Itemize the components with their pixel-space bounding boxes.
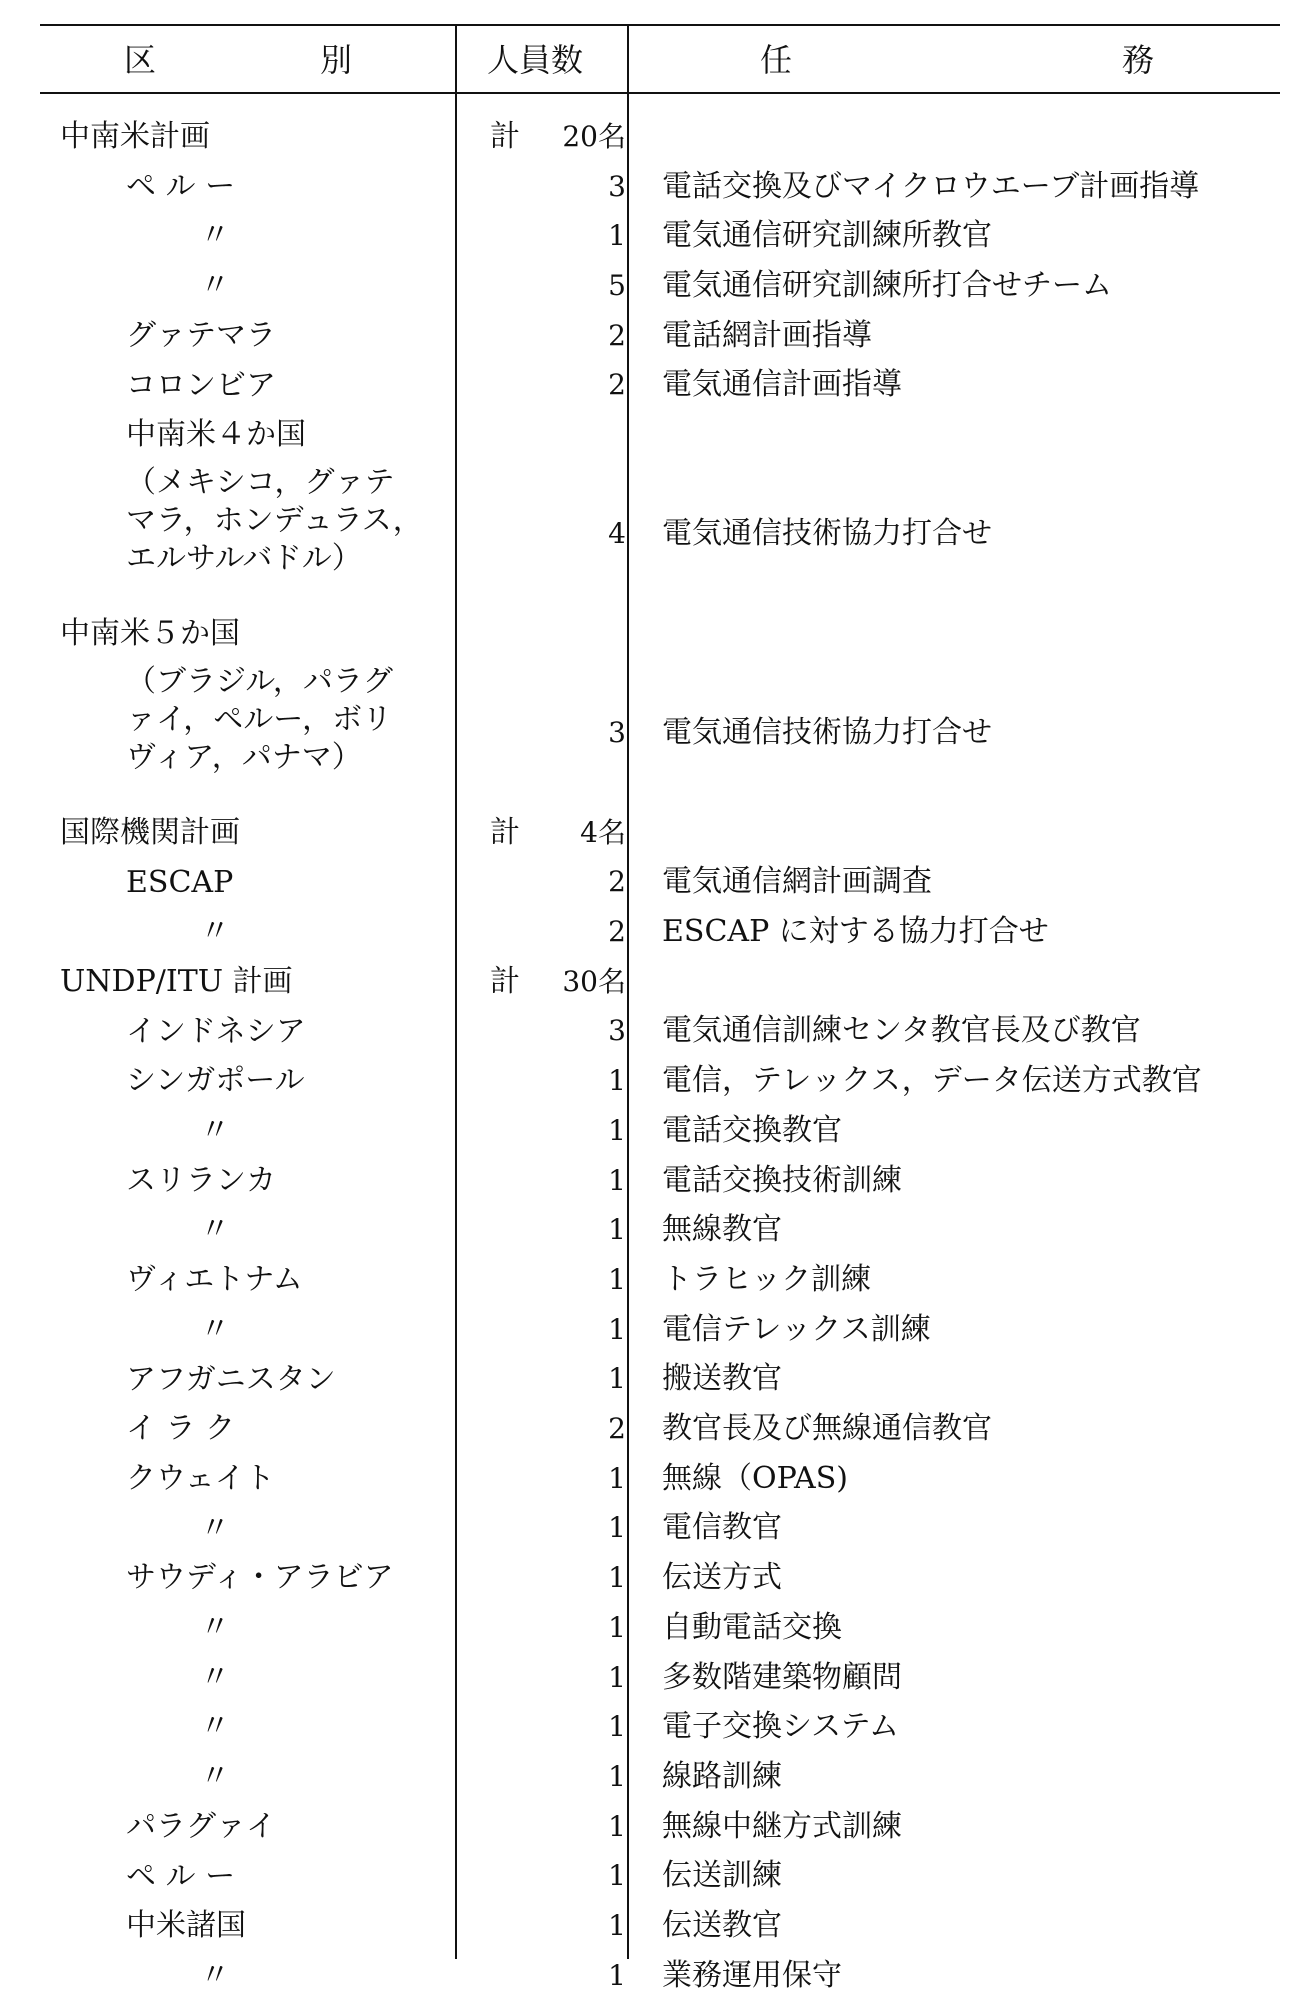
- row-duty: 電話交換教官: [662, 1112, 842, 1148]
- row-count: 1: [608, 1660, 626, 1694]
- row-duty: トラヒック訓練: [662, 1261, 872, 1297]
- row-duty: 自動電話交換: [662, 1609, 842, 1645]
- row-category: 〃: [200, 1659, 230, 1695]
- row-duty: 電気通信網計画調査: [662, 864, 932, 900]
- table-row: [0, 1454, 1305, 1504]
- row-category: グァテマラ: [126, 317, 276, 353]
- row-category: UNDP/ITU 計画: [60, 963, 293, 999]
- header-bottom-rule: [40, 92, 1280, 94]
- row-duty: 電話交換及びマイクロウエーブ計画指導: [662, 168, 1200, 204]
- row-total-prefix: 計: [490, 963, 520, 999]
- table-row: [0, 1056, 1305, 1106]
- row-category: 〃: [200, 1113, 230, 1148]
- table-row: [0, 162, 1305, 212]
- table-row: [0, 1255, 1305, 1305]
- row-duty: 電気通信計画指導: [662, 367, 902, 403]
- table-row: [0, 1901, 1305, 1951]
- table-row: [0, 361, 1305, 411]
- table-row: [0, 410, 1305, 460]
- row-category: 〃: [200, 1709, 230, 1745]
- row-category: インドネシア: [126, 1013, 306, 1049]
- table-row: [0, 1802, 1305, 1852]
- row-count: 3: [608, 716, 626, 750]
- row-count: 1: [608, 1859, 626, 1893]
- row-count: 1: [608, 1809, 626, 1843]
- row-total-value: 4名: [580, 815, 626, 849]
- row-category: 〃: [200, 1510, 230, 1546]
- table-row: [0, 1603, 1305, 1653]
- row-category: サウディ・アラビア: [126, 1560, 394, 1596]
- row-count: 1: [608, 1511, 626, 1545]
- row-count: 1: [608, 1759, 626, 1793]
- table-row: [0, 211, 1305, 261]
- row-duty: 電気通信技術協力打合せ: [662, 516, 992, 552]
- row-category: ヴィエトナム: [126, 1262, 303, 1298]
- row-category: ペ ル ー: [126, 168, 236, 204]
- table-row: [0, 858, 1305, 908]
- row-count: 1: [608, 1362, 626, 1396]
- row-count: 1: [608, 219, 626, 253]
- row-category: 〃: [200, 268, 230, 304]
- row-count: 2: [608, 915, 626, 949]
- table-row: [0, 1852, 1305, 1902]
- row-count: 2: [608, 318, 626, 352]
- row-count: 1: [608, 1710, 626, 1744]
- row-category: 〃: [200, 914, 230, 950]
- table-row: [0, 460, 1305, 609]
- table-row: [0, 1106, 1305, 1156]
- row-category: （ブラジル，パラグ ァイ，ペルー，ボリ ヴィア，パナマ）: [126, 663, 393, 775]
- row-duty: 電子交換システム: [662, 1709, 899, 1745]
- table-row: [0, 907, 1305, 957]
- row-duty: 電信教官: [662, 1510, 782, 1546]
- table-row: [0, 311, 1305, 361]
- row-category: パラグァイ: [126, 1808, 276, 1844]
- row-duty: 電気通信研究訓練所打合せチーム: [662, 267, 1112, 303]
- row-count: 3: [608, 1014, 626, 1048]
- table-row: [0, 1752, 1305, 1802]
- row-duty: 電話網計画指導: [662, 317, 872, 353]
- row-duty: 線路訓練: [662, 1758, 782, 1794]
- row-total-prefix: 計: [490, 119, 520, 154]
- row-duty: 電信，テレックス，データ伝送方式教官: [662, 1063, 1202, 1099]
- row-category: ペ ル ー: [126, 1858, 236, 1894]
- row-count: 4: [608, 517, 626, 551]
- table-row: [0, 261, 1305, 311]
- row-total: [490, 963, 626, 1001]
- row-count: 1: [608, 1064, 626, 1098]
- row-count: 2: [608, 865, 626, 899]
- row-count: 5: [608, 268, 626, 302]
- row-duty: 無線教官: [662, 1212, 782, 1248]
- row-category: （メキシコ，グァテ マラ，ホンデュラス， エルサルバドル）: [126, 464, 423, 576]
- row-category: スリランカ: [126, 1162, 276, 1198]
- row-duty: 伝送方式: [662, 1560, 782, 1596]
- row-count: 1: [608, 1909, 626, 1943]
- row-duty: 無線（OPAS): [662, 1460, 848, 1496]
- table-row: [0, 659, 1305, 808]
- table-top-rule: [40, 24, 1280, 26]
- table-row: [0, 957, 1305, 1007]
- table-row: [0, 1504, 1305, 1554]
- row-total-value: 30名: [562, 964, 626, 998]
- table-row: [0, 1553, 1305, 1603]
- row-category: ESCAP: [126, 864, 234, 900]
- table-row: [0, 1156, 1305, 1206]
- table-row: [0, 808, 1305, 858]
- row-count: 3: [608, 169, 626, 203]
- row-category: 〃: [200, 218, 230, 254]
- row-category: 〃: [200, 1212, 230, 1248]
- row-category: 〃: [200, 1957, 230, 1993]
- row-category: 中南米４か国: [126, 417, 306, 453]
- row-count: 2: [608, 1412, 626, 1446]
- row-duty: 電気通信研究訓練所教官: [662, 218, 992, 254]
- row-duty: 業務運用保守: [662, 1957, 842, 1993]
- table-row: [0, 1404, 1305, 1454]
- row-duty: 電気通信訓練センタ教官長及び教官: [662, 1013, 1141, 1049]
- row-count: 1: [608, 1213, 626, 1247]
- row-count: 1: [608, 1958, 626, 1992]
- row-category: アフガニスタン: [126, 1361, 336, 1397]
- row-category: 〃: [200, 1759, 230, 1795]
- row-duty: 電話交換技術訓練: [662, 1162, 902, 1198]
- table-row: [0, 1205, 1305, 1255]
- header-category-char2: 別: [320, 41, 353, 79]
- row-count: 1: [608, 1561, 626, 1595]
- row-category: 中南米５か国: [60, 616, 240, 651]
- row-count: 2: [608, 368, 626, 402]
- header-count: 人員数: [487, 41, 584, 79]
- row-duty: 電信テレックス訓練: [662, 1311, 931, 1347]
- table-row: [0, 112, 1305, 162]
- row-total-value: 20名: [562, 120, 626, 153]
- row-category: クウェイト: [126, 1460, 275, 1496]
- row-category: 中南米計画: [60, 119, 210, 154]
- row-category: 国際機関計画: [60, 814, 240, 850]
- row-duty: 無線中継方式訓練: [662, 1808, 902, 1844]
- row-count: 1: [608, 1163, 626, 1197]
- table-row: [0, 1653, 1305, 1703]
- row-category: 〃: [200, 1311, 230, 1347]
- header-duty-char1: 任: [760, 41, 793, 79]
- row-category: 〃: [200, 1610, 230, 1645]
- table-row: [0, 609, 1305, 659]
- table-row: [0, 1305, 1305, 1355]
- table-row: [0, 1951, 1305, 2001]
- row-total: [490, 814, 626, 852]
- row-total-prefix: 計: [490, 814, 520, 850]
- row-duty: ESCAP に対する協力打合せ: [662, 914, 1049, 950]
- row-category: 中米諸国: [126, 1908, 246, 1944]
- header-duty-char2: 務: [1122, 41, 1155, 79]
- row-duty: 伝送訓練: [662, 1858, 782, 1894]
- row-duty: 電気通信技術協力打合せ: [662, 715, 992, 751]
- row-count: 1: [608, 1113, 626, 1147]
- row-duty: 多数階建築物顧問: [662, 1659, 902, 1695]
- table-row: [0, 1007, 1305, 1057]
- row-duty: 伝送教官: [662, 1908, 782, 1944]
- row-count: 1: [608, 1312, 626, 1346]
- row-category: コロンビア: [126, 367, 276, 403]
- table-row: [0, 1702, 1305, 1752]
- row-category: イ ラ ク: [126, 1411, 236, 1447]
- row-count: 1: [608, 1610, 626, 1644]
- row-duty: 教官長及び無線通信教官: [662, 1411, 992, 1447]
- row-count: 1: [608, 1461, 626, 1495]
- header-category-char1: 区: [124, 41, 157, 79]
- row-category: シンガポール: [126, 1063, 305, 1099]
- row-duty: 搬送教官: [662, 1361, 782, 1397]
- row-total: [490, 118, 626, 156]
- row-count: 1: [608, 1262, 626, 1296]
- table-row: [0, 1355, 1305, 1405]
